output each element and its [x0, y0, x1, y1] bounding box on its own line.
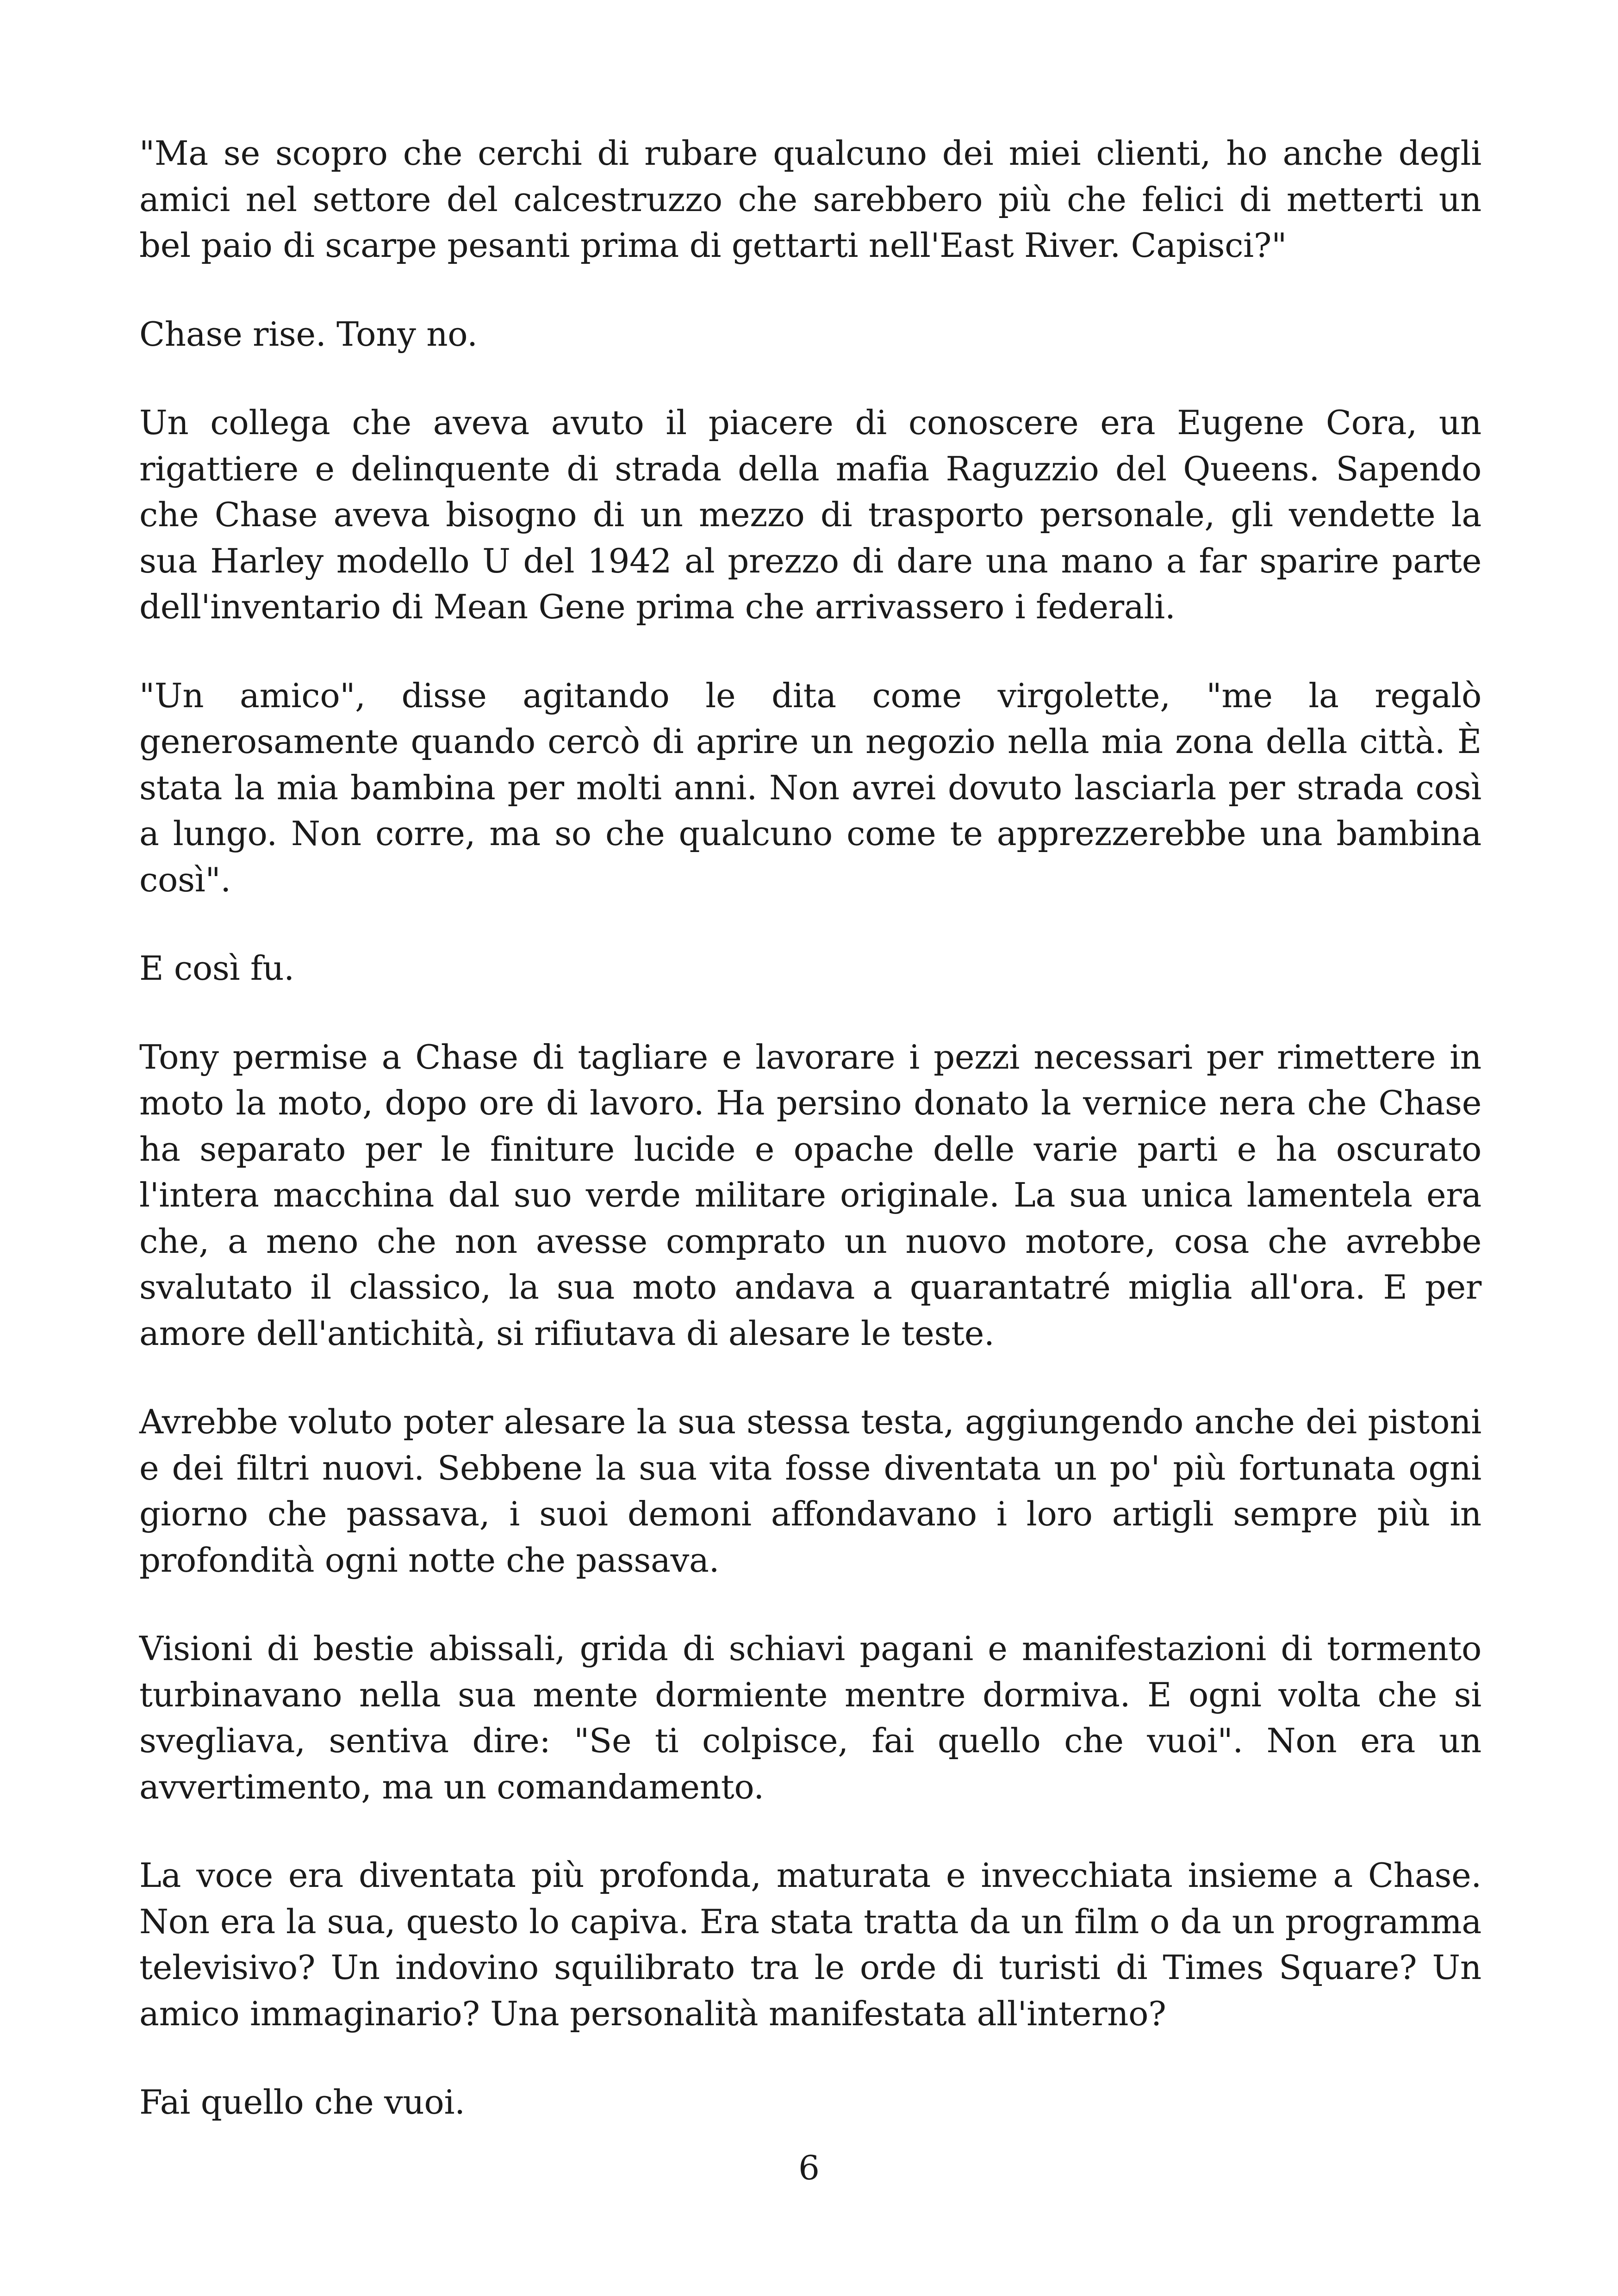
paragraph: Un collega che aveva avuto il piacere di conoscere era Eugene Cora, un rigattiere e delinquente di strada della mafia Raguzzio del Queens. Sapendo che Chase aveva bisogno di un mezzo di trasporto personale, gli vendette la sua Harley modello U del 1942 al prezzo di dare una mano a far sparire parte dell'inventario di Mean Gene prima che arrivassero i federali.	[139, 403, 1481, 626]
document-body	[139, 131, 1481, 2168]
paragraph: La voce era diventata più profonda, maturata e invecchiata insieme a Chase. Non era la sua, questo lo capiva. Era stata tratta da un film o da un programma televisivo? Un indovino squilibrato tra le orde di turisti di Times Square? Un amico immaginario? Una personalità manifestata all'interno?	[139, 1856, 1481, 2033]
paragraph: Fai quello che vuoi.	[139, 2083, 465, 2122]
paragraph: Tony permise a Chase di tagliare e lavorare i pezzi necessari per rimettere in moto la moto, dopo ore di lavoro. Ha persino donato la vernice nera che Chase ha separato per le finiture lucide e opache delle varie parti e ha oscurato l'intera macchina dal suo verde militare originale. La sua unica lamentela era che, a meno che non avesse comprato un nuovo motore, cosa che avrebbe svalutato il classico, la sua moto andava a quarantatré miglia all'ora. E per amore dell'antichità, si rifiutava di alesare le teste.	[139, 1037, 1481, 1353]
paragraph: Visioni di bestie abissali, grida di schiavi pagani e manifestazioni di tormento turbinavano nella sua mente dormiente mentre dormiva. E ogni volta che si svegliava, sentiva dire: "Se ti colpisce, fai quello che vuoi". Non era un avvertimento, ma un comandamento.	[139, 1629, 1481, 1806]
paragraph: E così fu.	[139, 949, 294, 988]
paragraph: "Ma se scopro che cerchi di rubare qualcuno dei miei clienti, ho anche degli amici nel settore del calcestruzzo che sarebbero più che felici di metterti un bel paio di scarpe pesanti prima di gettarti nell'East River. Capisci?"	[139, 134, 1481, 265]
paragraph: "Un amico", disse agitando le dita come virgolette, "me la regalò generosamente quando cercò di aprire un negozio nella mia zona della città. È stata la mia bambina per molti anni. Non avrei dovuto lasciarla per strada così a lungo. Non corre, ma so che qualcuno come te apprezzerebbe una bambina così".	[139, 676, 1481, 899]
paragraph: Avrebbe voluto poter alesare la sua stessa testa, aggiungendo anche dei pistoni e dei filtri nuovi. Sebbene la sua vita fosse diventata un po' più fortunata ogni giorno che passava, i suoi demoni affondavano i loro artigli sempre più in profondità ogni notte che passava.	[139, 1402, 1481, 1580]
page-number: 6	[798, 2148, 820, 2187]
paragraph: Chase rise. Tony no.	[139, 314, 478, 354]
